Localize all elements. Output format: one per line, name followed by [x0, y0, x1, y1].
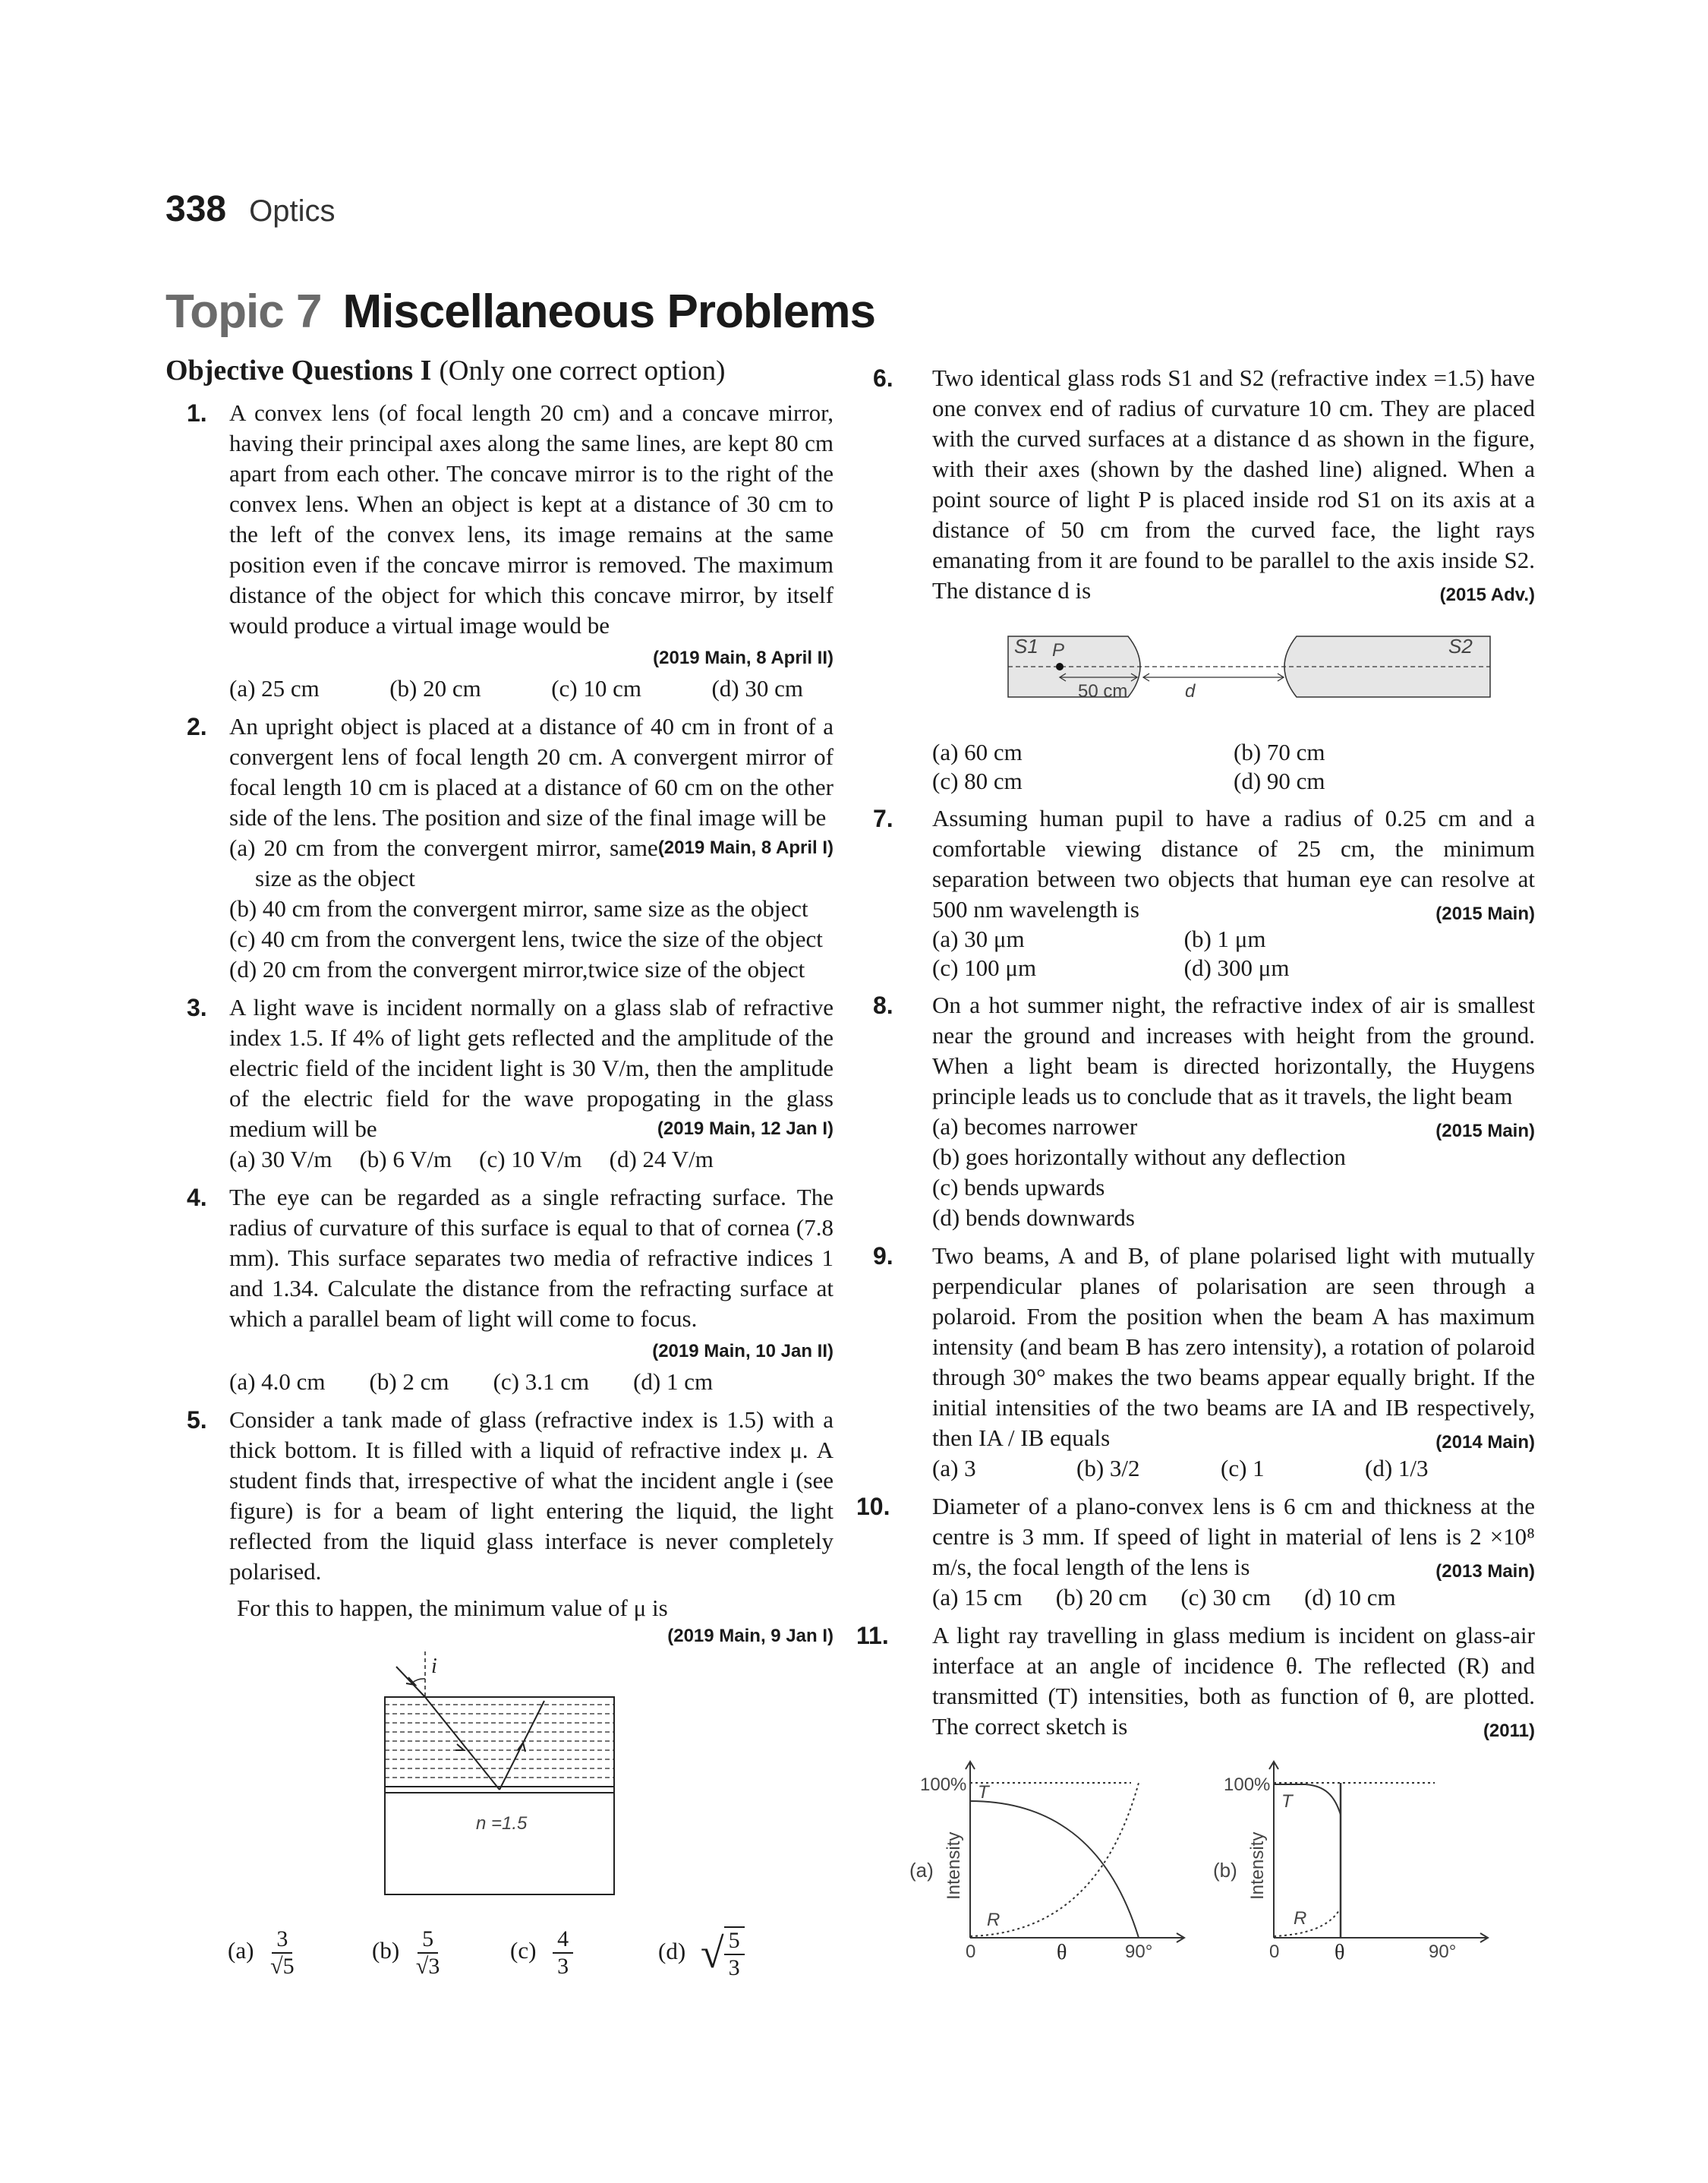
option-a[interactable]: (a) becomes narrower: [932, 1113, 1138, 1140]
question-source: (2015 Main): [1435, 1121, 1535, 1141]
options: [228, 1908, 834, 1980]
tank-outline: [385, 1697, 614, 1894]
question-7: [873, 803, 1535, 983]
question-number: 10.: [856, 1493, 890, 1520]
question-11: [856, 1620, 1535, 1961]
question-text: A light ray travelling in glass medium is incident on glass-air interface at an angle of incidence θ. The reflected (R) and transmitted (T) intensities, both as function of θ, are plotted. The correct sketch is: [932, 1622, 1535, 1740]
options: [932, 1582, 1435, 1613]
option-label: (d): [658, 1938, 686, 1965]
section-heading-title: Objective Questions I: [165, 355, 432, 386]
question-number: 8.: [873, 992, 893, 1019]
graph-a-label: (a): [909, 1859, 934, 1882]
options: [932, 738, 1535, 796]
s2-label: S2: [1448, 635, 1473, 658]
option-label: (c): [510, 1937, 537, 1964]
option-a[interactable]: (a) 20 cm from the convergent mirror, same size as the object: [229, 834, 658, 891]
option-c[interactable]: (c) 30 cm: [1180, 1584, 1272, 1610]
question-source: (2014 Main): [1435, 1432, 1535, 1453]
topic-heading: [165, 285, 875, 339]
angle-i-label: i: [431, 1655, 437, 1678]
option-b[interactable]: [372, 1926, 440, 1980]
option-b[interactable]: (b) 40 cm from the convergent mirror, same size as the object: [229, 895, 808, 922]
glass-index-label: n =1.5: [476, 1813, 528, 1834]
question-6: [873, 363, 1535, 796]
frac-numerator: 4: [553, 1926, 573, 1954]
y-100-label: 100%: [1224, 1774, 1271, 1795]
question-10: [856, 1491, 1535, 1613]
x-90-label: 90°: [1125, 1942, 1153, 1961]
question-source: (2011): [1483, 1721, 1535, 1741]
question-source: (2019 Main, 9 Jan I): [667, 1626, 834, 1646]
t-label: T: [978, 1782, 989, 1803]
question-number: 11.: [856, 1622, 889, 1649]
y-100-label: 100%: [920, 1774, 967, 1795]
option-d[interactable]: (d) 24 V/m: [609, 1146, 714, 1172]
question-2: [165, 711, 834, 985]
question-number: 2.: [187, 713, 207, 740]
question-text: Two beams, A and B, of plane polarised light with mutually perpendicular planes of polarisation are seen through a polaroid. From the position when the beam A has maximum intensity (and beam B has zero intensity), a rotation of polaroid through 30° makes the two beams appear equally bright. If the initial intensities of the two beams are IA and IB respectively, then IA / IB equals: [932, 1242, 1535, 1451]
options: [932, 1112, 1535, 1233]
option-b[interactable]: (b) 20 cm: [389, 675, 481, 702]
question-text: Assuming human pupil to have a radius of 0.25 cm and a comfortable viewing distance of 25 cm, the minimum separation between two objects that human eye can resolve at 500 nm wavelength is: [932, 805, 1535, 923]
question-text: Diameter of a plano-convex lens is 6 cm and thickness at the centre is 3 mm. If speed of light in material of lens is 2 ×10⁸ m/s, the focal length of the lens is: [932, 1493, 1535, 1580]
option-a[interactable]: [228, 1926, 295, 1980]
section-heading: [165, 355, 834, 387]
question-source: (2015 Adv.): [1439, 585, 1535, 605]
x-90-label: 90°: [1429, 1942, 1457, 1961]
question-number: 3.: [187, 994, 207, 1021]
option-c[interactable]: (c) 40 cm from the convergent lens, twice the size of the object: [229, 926, 823, 952]
frac-numerator: 5: [418, 1926, 438, 1954]
option-d[interactable]: (d) bends downwards: [932, 1204, 1135, 1231]
frac-denominator: √3: [415, 1954, 440, 1979]
option-d[interactable]: [658, 1926, 745, 1981]
option-c[interactable]: (c) 1: [1221, 1455, 1265, 1481]
option-a[interactable]: (a) 60 cm: [932, 739, 1023, 765]
option-a[interactable]: (a) 25 cm: [229, 675, 320, 702]
question-source: (2015 Main): [1435, 904, 1535, 924]
option-c[interactable]: (c) 3.1 cm: [493, 1368, 590, 1395]
right-column: [856, 363, 1535, 1961]
left-column: [165, 355, 834, 1980]
frac-numerator: 3: [272, 1926, 292, 1954]
x-theta-label: θ: [1057, 1941, 1067, 1961]
y-axis-label: Intensity: [1247, 1831, 1268, 1900]
question-text: Two identical glass rods S1 and S2 (refractive index =1.5) have one convex end of radius of curvature 10 cm. They are placed with the curved surfaces at a distance d as shown in the figure, with their axes (shown by the dashed line) aligned. When a point source of light P is placed inside rod S1 on its axis at a distance of 50 cm from the curved face, the light rays emanating from it are found to be parallel to the axis inside S2. The distance d is: [932, 364, 1535, 604]
option-a[interactable]: (a) 30 V/m: [229, 1146, 332, 1172]
page-section-title: Optics: [249, 194, 336, 228]
t-label: T: [1281, 1791, 1293, 1812]
option-a[interactable]: (a) 30 μm: [932, 926, 1025, 952]
options: [932, 925, 1435, 983]
option-d[interactable]: (d) 10 cm: [1304, 1584, 1396, 1610]
r-label: R: [1294, 1908, 1307, 1929]
x-zero-label: 0: [1269, 1942, 1280, 1961]
question-source: (2019 Main, 8 April I): [657, 838, 834, 858]
option-d[interactable]: (d) 1/3: [1365, 1455, 1429, 1481]
x-theta-label: θ: [1335, 1941, 1345, 1961]
option-b[interactable]: (b) 6 V/m: [359, 1146, 452, 1172]
tank-figure: [229, 1651, 834, 1902]
intensity-graphs: [881, 1748, 1535, 1961]
question-source: (2019 Main, 12 Jan I): [657, 1118, 834, 1139]
s1-label: S1: [1014, 635, 1038, 658]
graph-b-label: (b): [1213, 1859, 1237, 1882]
options: [229, 1367, 834, 1397]
question-text: A convex lens (of focal length 20 cm) and a concave mirror, having their principal axes along the same lines, are kept 80 cm apart from each other. The concave mirror is to the right of the convex lens. When an object is kept at a distance of 30 cm to the left of the convex lens, its image remains at the same position even if the concave mirror is removed. The maximum distance of the object for which this concave mirror, by itself would produce a virtual image would be: [229, 399, 834, 639]
option-b[interactable]: (b) 1 μm: [1183, 926, 1266, 952]
question-3: [165, 992, 834, 1175]
question-number: 9.: [873, 1242, 893, 1270]
question-number: 1.: [187, 399, 207, 427]
question-1: [165, 398, 834, 704]
sqrt-icon: √: [700, 1930, 724, 1977]
page-header: [165, 188, 335, 230]
option-d[interactable]: (d) 90 cm: [1234, 768, 1325, 794]
option-c[interactable]: (c) 10 V/m: [479, 1146, 582, 1172]
option-d[interactable]: (d) 20 cm from the convergent mirror,twice size of the object: [229, 956, 805, 983]
frac-denominator: 3: [557, 1954, 569, 1979]
question-source: (2013 Main): [1435, 1561, 1535, 1582]
glass-rods-figure: [932, 621, 1535, 727]
question-text: The eye can be regarded as a single refracting surface. The radius of curvature of this surface is equal to that of cornea (7.8 mm). This surface separates two media of refractive indices 1 and 1.34. Calculate the distance from the refracting surface at which a parallel beam of light will come to focus.: [229, 1184, 834, 1332]
question-5: [165, 1405, 834, 1980]
topic-title: Miscellaneous Problems: [342, 285, 876, 338]
option-c[interactable]: (c) 10 cm: [551, 675, 641, 702]
question-text: An upright object is placed at a distance of 40 cm in front of a convergent lens of focal length 20 cm. A convergent mirror of focal length 10 cm is placed at a distance of 60 cm on the other side of the lens. The position and size of the final image will be: [229, 713, 834, 831]
question-text-2: For this to happen, the minimum value of μ is: [237, 1595, 668, 1621]
p-label: P: [1052, 640, 1065, 661]
frac-denominator: √5: [270, 1954, 295, 1979]
question-4: [165, 1182, 834, 1397]
question-source: (2019 Main, 8 April II): [653, 648, 834, 668]
option-b[interactable]: (b) 20 cm: [1055, 1584, 1148, 1610]
option-label: (b): [372, 1937, 400, 1964]
question-8: [873, 990, 1535, 1233]
section-heading-subtitle: (Only one correct option): [439, 355, 726, 386]
option-b[interactable]: (b) goes horizontally without any deflection: [932, 1144, 1346, 1170]
option-a[interactable]: (a) 15 cm: [932, 1584, 1023, 1610]
question-number: 5.: [187, 1406, 207, 1434]
question-9: [873, 1241, 1535, 1484]
options: [932, 1453, 1435, 1484]
option-b[interactable]: (b) 3/2: [1076, 1455, 1140, 1481]
option-d[interactable]: (d) 300 μm: [1183, 954, 1290, 981]
topic-label: Topic 7: [165, 285, 322, 338]
point-source-p: [1056, 663, 1064, 670]
option-d[interactable]: (d) 1 cm: [633, 1368, 714, 1395]
question-number: 6.: [873, 364, 893, 392]
option-b[interactable]: (b) 70 cm: [1234, 739, 1325, 765]
question-text: On a hot summer night, the refractive index of air is smallest near the ground and increases with height from the ground. When a light beam is directed horizontally, the Huygens principle leads us to conclude that as it travels, the light beam: [932, 992, 1535, 1109]
option-c[interactable]: (c) 100 μm: [932, 954, 1037, 981]
r-label: R: [987, 1910, 1001, 1930]
y-axis-label: Intensity: [944, 1831, 964, 1900]
option-label: (a): [228, 1937, 254, 1964]
question-number: 7.: [873, 805, 893, 832]
question-text: A light wave is incident normally on a glass slab of refractive index 1.5. If 4% of light gets reflected and the amplitude of the electric field of the incident light is 30 V/m, then the amplitude of the electric field for the wave propogating in the glass medium will be: [229, 994, 834, 1142]
question-number: 4.: [187, 1184, 207, 1211]
page-number: 338: [165, 189, 227, 229]
frac-numerator: 5: [724, 1928, 745, 1955]
option-c[interactable]: [510, 1926, 573, 1980]
distance-label: 50 cm: [1078, 681, 1128, 702]
option-b[interactable]: (b) 2 cm: [369, 1368, 449, 1395]
options: [229, 674, 834, 704]
d-label: d: [1185, 681, 1196, 702]
option-c[interactable]: (c) 80 cm: [932, 768, 1023, 794]
option-c[interactable]: (c) bends upwards: [932, 1174, 1105, 1200]
option-d[interactable]: (d) 30 cm: [711, 675, 803, 702]
x-zero-label: 0: [966, 1942, 976, 1961]
option-a[interactable]: (a) 3: [932, 1455, 976, 1481]
frac-denominator: 3: [728, 1955, 740, 1980]
options: [229, 1144, 834, 1175]
question-source: (2019 Main, 10 Jan II): [652, 1341, 834, 1361]
option-a[interactable]: (a) 4.0 cm: [229, 1368, 326, 1395]
question-text: Consider a tank made of glass (refractive index is 1.5) with a thick bottom. It is filled with a liquid of refractive index μ. A student finds that, irrespective of what the incident angle i (see figure) is for a beam of light entering the liquid, the light reflected from the liquid glass interface is never completely polarised.: [229, 1406, 834, 1585]
